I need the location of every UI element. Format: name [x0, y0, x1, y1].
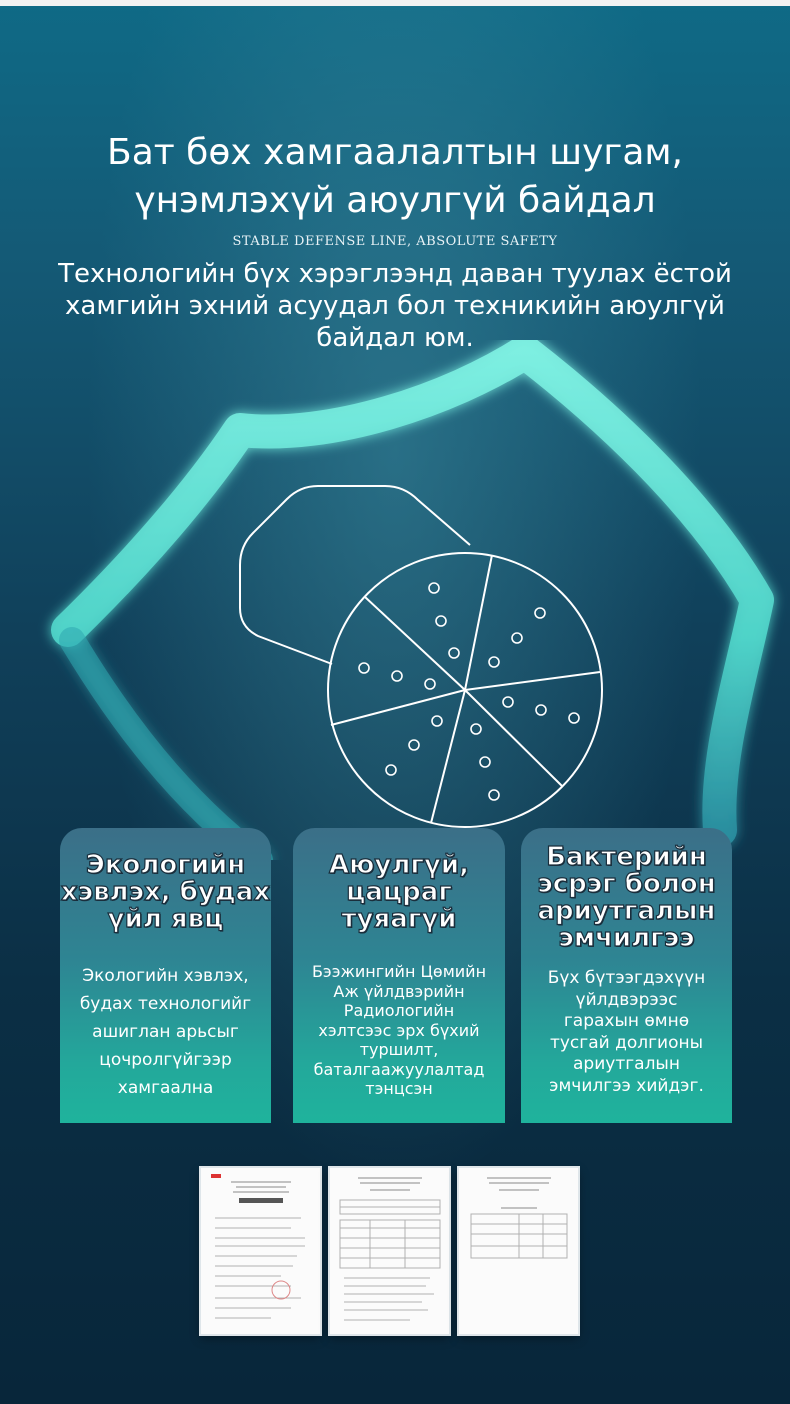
fabric-patch-icon: [240, 486, 602, 827]
test-report-document-1: [201, 1168, 320, 1334]
feature-card-antibacterial: [521, 828, 732, 1123]
shield-outline: [68, 352, 757, 860]
card-body: Экологийн хэвлэх, будах технологийг ашиглан арьсыг цочролгүйгээр хамгаална: [79, 966, 252, 1098]
card-title: Экологийн хэвлэх, будах үйл явц: [60, 850, 271, 934]
feature-card-radiation-free: [293, 828, 505, 1123]
top-border: [0, 0, 790, 6]
card-body: Бүх бүтээгдэхүүн үйлдвэрээс гарахын өмнө тусгай долгионы ариутгалын эмчилгээ хийдэг.: [547, 968, 706, 1096]
page-title-line1: Бат бөх хамгаалалтын шугам,: [107, 132, 683, 173]
page-description: Технологийн бүх хэрэглээнд даван туулах ёстой хамгийн эхний асуудал бол техникийн аюулгүй байдал юм.: [58, 259, 732, 353]
card-body: Бээжингийн Цөмийн Аж үйлдвэрийн Радиологийн хэлтсээс эрх бүхий туршилт, баталгаажуулалтад тэнцсэн: [311, 962, 487, 1098]
test-report-document-2: [330, 1168, 449, 1334]
page-subtitle: STABLE DEFENSE LINE, ABSOLUTE SAFETY: [232, 234, 558, 249]
page-title-line2: үнэмлэхүй аюулгүй байдал: [134, 180, 656, 221]
card-title: Аюулгүй, цацраг туяагүй: [328, 850, 470, 934]
test-report-document-3: [459, 1168, 578, 1334]
card-title: Бактерийн эсрэг болон ариутгалын эмчилгээ: [537, 842, 716, 953]
feature-card-eco-printing: [60, 828, 271, 1123]
shield-fabric-icon: [0, 340, 790, 860]
